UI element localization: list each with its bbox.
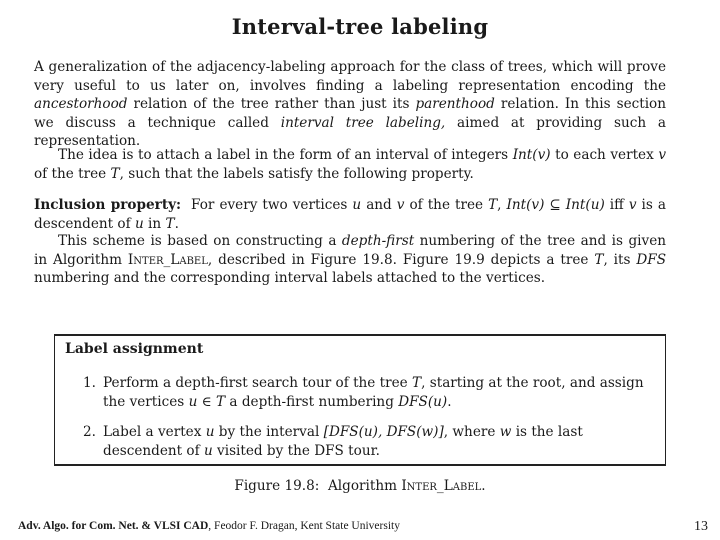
text: to each vertex [550, 147, 659, 163]
intro-paragraph [34, 58, 666, 151]
text: The idea is to attach a label in the form of an interval of integers [58, 147, 513, 163]
text: in [143, 215, 166, 232]
text: of the tree [34, 165, 111, 182]
algorithm-name: Inter_Label [401, 478, 482, 494]
text: a depth-first numbering [225, 393, 399, 410]
text: Label a vertex [103, 424, 206, 440]
math: DFS [636, 251, 667, 268]
algorithm-box [54, 334, 666, 466]
math: T [110, 165, 120, 182]
figure-caption [0, 478, 720, 494]
scheme-paragraph [34, 232, 666, 288]
text: . [481, 478, 486, 494]
math: v [658, 147, 666, 163]
math: u [203, 442, 213, 459]
math: T [412, 375, 422, 391]
math: v [396, 197, 405, 213]
text-italic: ancestorhood [34, 96, 128, 112]
text: and [361, 197, 397, 213]
text: is the last descendent of [103, 424, 583, 459]
text: , its [603, 251, 637, 268]
algorithm-step [83, 374, 648, 411]
step-number: 2. [83, 424, 96, 440]
author-affiliation: , Feodor F. Dragan, Kent State University [208, 520, 400, 532]
text: . [174, 215, 179, 232]
text: numbering and the corresponding interval labels attached to the vertices. [34, 270, 546, 286]
text: Figure 19.8: Algorithm [234, 478, 402, 494]
step-text [83, 423, 648, 460]
footer-credit [18, 520, 400, 532]
math: u ∈ T [188, 393, 226, 410]
text: is a descendent of [34, 197, 666, 232]
text-italic: interval tree labeling, [280, 114, 446, 131]
text: by the interval [214, 424, 324, 440]
text: , described in Figure 19.8. Figure 19.9 depicts a tree [207, 251, 595, 268]
math: T [165, 215, 175, 232]
property-label: Inclusion property: [34, 197, 182, 213]
text: relation. In this section we discuss a technique called [34, 96, 666, 131]
math: u [134, 215, 144, 232]
text: . [447, 393, 452, 410]
algorithm-heading: Label assignment [65, 341, 204, 357]
math: T [594, 251, 604, 268]
math: T [488, 197, 498, 213]
algorithm-step [83, 423, 648, 460]
text: aimed at providing such a representation. [34, 114, 666, 149]
text: This scheme is based on constructing a [58, 233, 342, 249]
idea-paragraph [34, 146, 666, 183]
text-italic: parenthood [415, 96, 495, 112]
math: [DFS(u), DFS(w)] [323, 424, 444, 440]
text: For every two vertices [181, 197, 353, 213]
math: u [205, 424, 215, 440]
math: u [352, 197, 362, 213]
inclusion-property [34, 196, 666, 233]
step-text [83, 374, 648, 411]
text: relation of the tree rather than just its [127, 96, 416, 112]
slide-title: Interval-tree labeling [231, 14, 489, 39]
page-number: 13 [694, 519, 708, 534]
text: , where [443, 424, 500, 440]
text: A generalization of the adjacency-labeling approach for the class of trees, which will prove very useful to us later on, involves finding a labeling representation encoding the [34, 59, 666, 94]
course-title: Adv. Algo. for Com. Net. & VLSI CAD [18, 520, 209, 532]
math: DFS(u) [398, 393, 448, 410]
step-number: 1. [83, 375, 96, 391]
math: v [628, 197, 637, 213]
text: iff [604, 197, 629, 213]
algorithm-name: Inter_Label [127, 251, 208, 268]
text: , starting at the root, and assign the vertices [103, 375, 644, 410]
text: , such that the labels satisfy the following property. [119, 165, 474, 182]
text-italic: depth-first [341, 233, 415, 249]
text: numbering of the tree and is given in Algorithm [34, 233, 666, 268]
math: w [499, 424, 512, 440]
math: Int(v) ⊆ Int(u) [506, 197, 605, 213]
text: of the tree [404, 197, 489, 213]
text: Perform a depth-first search tour of the tree [103, 375, 413, 391]
math: Int(v) [512, 147, 551, 163]
text: , [497, 197, 507, 213]
text: visited by the DFS tour. [212, 442, 380, 459]
